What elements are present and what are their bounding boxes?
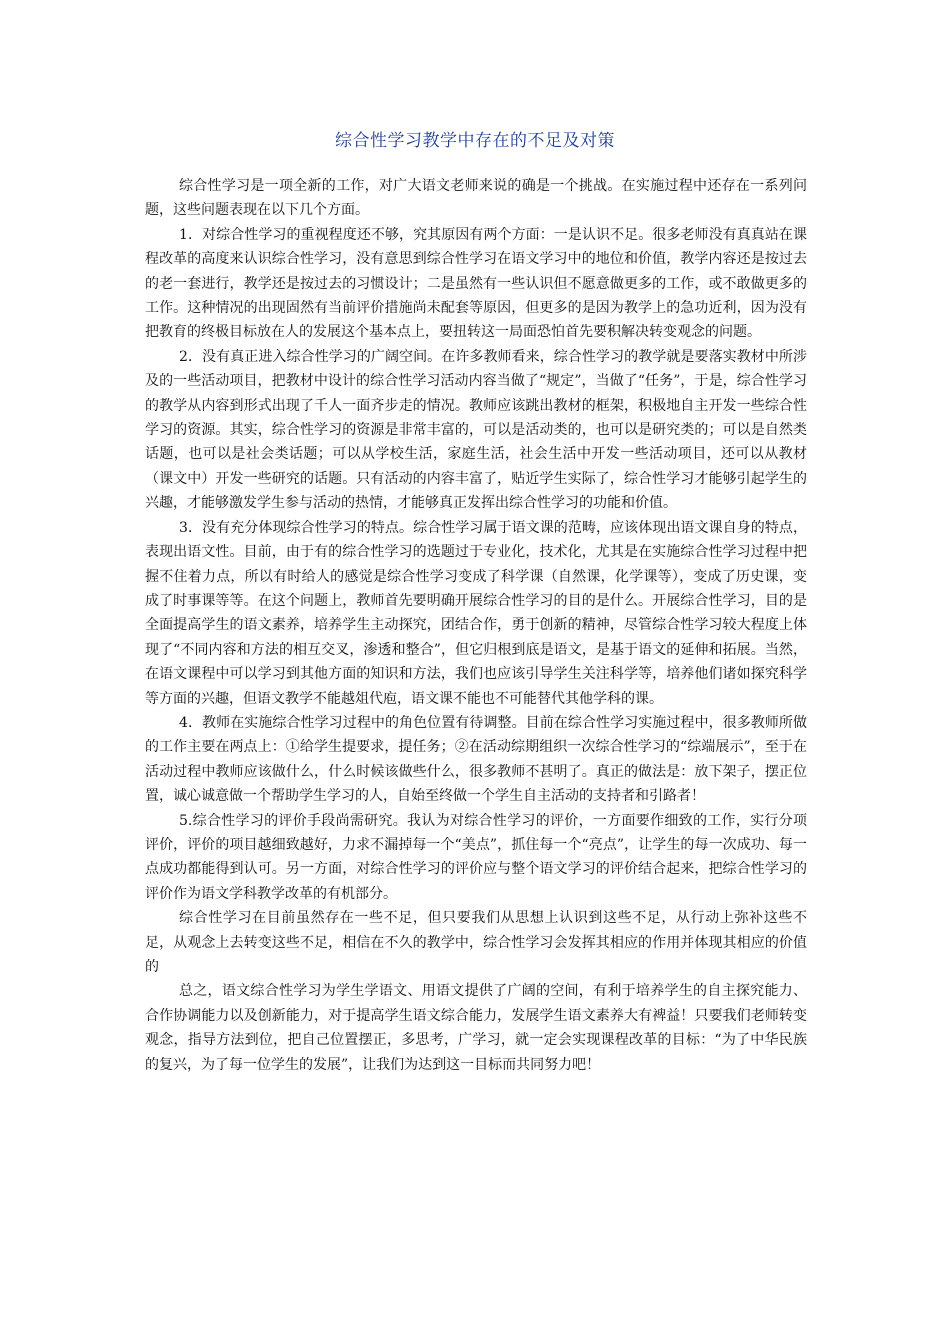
paragraph-point-4: 4．教师在实施综合性学习过程中的角色位置有待调整。目前在综合性学习实施过程中，很多教师所做的工作主要在两点上：①给学生提要求，提任务；②在活动综期组织一次综合性学习的“综端展示”，至于在活动过程中教师应该做什么，什么时候该做些什么，很多教师不甚明了。真正的做法是：放下架子，摆正位置，诚心诚意做一个帮助学生学习的人，自始至终做一个学生自主活动的支持者和引路者！	[145, 714, 807, 805]
document-body	[145, 174, 807, 1077]
paragraph-conclusion: 总之，语文综合性学习为学生学语文、用语文提供了广阔的空间，有利于培养学生的自主探究能力、合作协调能力以及创新能力，对于提高学生语文综合能力，发展学生语文素养大有裨益！只要我们老师转变观念，指导方法到位，把自己位置摆正，多思考，广学习，就一定会实现课程改革的目标：“为了中华民族的复兴，为了每一位学生的发展”，让我们为达到这一目标而共同努力吧！	[145, 983, 807, 1073]
paragraph-point-1: 1．对综合性学习的重视程度还不够，究其原因有两个方面：一是认识不足。很多老师没有真真站在课程改革的高度来认识综合性学习，没有意思到综合性学习在语文学习中的地位和价值，教学内容还是按过去的老一套进行，教学还是按过去的习惯设计；二是虽然有一些认识但不愿意做更多的工作，或不敢做更多的工作。这种情况的出现固然有当前评价措施尚未配套等原因，但更多的是因为教学上的急功近利，因为没有把教育的终极目标放在人的发展这个基本点上，要扭转这一局面恐怕首先要积解决转变观念的问题。	[145, 226, 807, 341]
paragraph-point-2: 2．没有真正进入综合性学习的广阔空间。在许多教师看来，综合性学习的教学就是要落实教材中所涉及的一些活动项目，把教材中设计的综合性学习活动内容当做了“规定”，当做了“任务”，于是，综合性学习的教学从内容到形式出现了千人一面齐步走的情况。教师应该跳出教材的框架，积极地自主开发一些综合性学习的资源。其实，综合性学习的资源是非常丰富的，可以是活动类的，也可以是研究类的；可以是自然类话题，也可以是社会类话题；可以从学校生活，家庭生活，社会生活中开发一些活动项目，还可以从教材（课文中）开发一些研究的话题。只有活动的内容丰富了，贴近学生实际了，综合性学习才能够引起学生的兴趣，才能够激发学生参与活动的热情，才能够真正发挥出综合性学习的功能和价值。	[145, 348, 807, 512]
paragraph-intro: 综合性学习是一项全新的工作，对广大语文老师来说的确是一个挑战。在实施过程中还存在一系列问题，这些问题表现在以下几个方面。	[145, 178, 807, 219]
paragraph-point-3: 3．没有充分体现综合性学习的特点。综合性学习属于语文课的范畴，应该体现出语文课自身的特点，表现出语文性。目前，由于有的综合性学习的选题过于专业化，技术化，尤其是在实施综合性学习过程中把握不住着力点，所以有时给人的感觉是综合性学习变成了科学课（自然课，化学课等），变成了历史课，变成了时事课等等。在这个问题上，教师首先要明确开展综合性学习的目的是什么。开展综合性学习，目的是全面提高学生的语文素养，培养学生主动探究，团结合作，勇于创新的精神，尽管综合性学习较大程度上体现了“不同内容和方法的相互交叉，渗透和整合”，但它归根到底是语文，是基于语文的延伸和拓展。当然，在语文课程中可以学习到其他方面的知识和方法，我们也应该引导学生关注科学等，培养他们诸如探究科学等方面的兴趣，但语文教学不能越俎代庖，语文课不能也不可能替代其他学科的课。	[145, 519, 807, 707]
document-title: 综合性学习教学中存在的不足及对策	[335, 131, 615, 151]
paragraph-summary: 综合性学习在目前虽然存在一些不足，但只要我们从思想上认识到这些不足，从行动上弥补这些不足，从观念上去转变这些不足，相信在不久的教学中，综合性学习会发挥其相应的作用并体现其相应的价值的	[145, 910, 807, 975]
paragraph-point-5: 5.综合性学习的评价手段尚需研究。我认为对综合性学习的评价，一方面要作细致的工作，实行分项评价，评价的项目越细致越好，力求不漏掉每一个“美点”，抓住每一个“亮点”，让学生的每一次成功、每一点成功都能得到认可。另一方面，对综合性学习的评价应与整个语文学习的评价结合起来，把综合性学习的评价作为语文学科教学改革的有机部分。	[145, 812, 807, 902]
